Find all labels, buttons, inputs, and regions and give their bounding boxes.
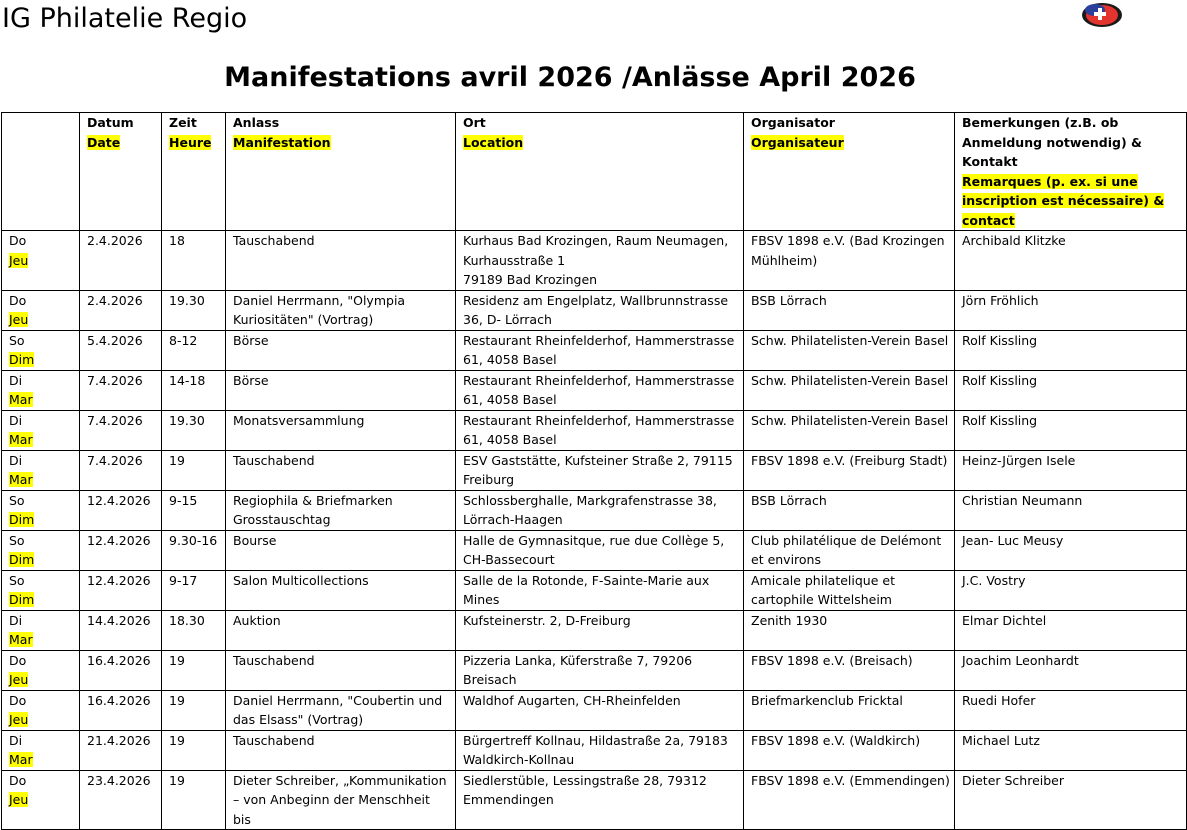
- cell-event: Monatsversammlung: [226, 410, 456, 450]
- cell-day: Do Jeu: [2, 231, 80, 291]
- events-table: [1, 112, 1187, 830]
- cell-time: 19: [162, 650, 226, 690]
- cell-day: So Dim: [2, 570, 80, 610]
- swiss-flag-logo-icon: [1080, 0, 1124, 30]
- cell-date: 12.4.2026: [80, 490, 162, 530]
- cell-date: 21.4.2026: [80, 730, 162, 770]
- cell-event: Regiophila & Briefmarken Grosstauschtag: [226, 490, 456, 530]
- cell-location: Kurhaus Bad Krozingen, Raum Neumagen, Kurhausstraße 1 79189 Bad Krozingen: [456, 231, 744, 291]
- cell-location: Halle de Gymnasitque, rue due Collège 5, CH-Bassecourt: [456, 530, 744, 570]
- cell-time: 18.30: [162, 610, 226, 650]
- cell-contact: Michael Lutz: [955, 730, 1187, 770]
- cell-date: 16.4.2026: [80, 690, 162, 730]
- column-header-remarks: Bemerkungen (z.B. ob Anmeldung notwendig) & Kontakt Remarques (p. ex. si une inscription est nécessaire) & contact: [955, 113, 1187, 231]
- table-row: [2, 330, 1187, 370]
- cell-organizer: BSB Lörrach: [744, 290, 955, 330]
- cell-organizer: Schw. Philatelisten-Verein Basel: [744, 330, 955, 370]
- cell-location: Bürgertreff Kollnau, Hildastraße 2a, 79183 Waldkirch-Kollnau: [456, 730, 744, 770]
- table-row: [2, 490, 1187, 530]
- cell-organizer: FBSV 1898 e.V. (Emmendingen): [744, 770, 955, 830]
- cell-contact: Jörn Fröhlich: [955, 290, 1187, 330]
- cell-contact: Rolf Kissling: [955, 410, 1187, 450]
- cell-time: 19: [162, 770, 226, 830]
- cell-contact: Heinz-Jürgen Isele: [955, 450, 1187, 490]
- table-row: [2, 730, 1187, 770]
- cell-location: Schlossberghalle, Markgrafenstrasse 38, Lörrach-Haagen: [456, 490, 744, 530]
- column-header-organizer: Organisator Organisateur: [744, 113, 955, 231]
- cell-day: So Dim: [2, 530, 80, 570]
- cell-event: Tauschabend: [226, 730, 456, 770]
- cell-contact: Christian Neumann: [955, 490, 1187, 530]
- cell-location: Restaurant Rheinfelderhof, Hammerstrasse 61, 4058 Basel: [456, 370, 744, 410]
- cell-location: Restaurant Rheinfelderhof, Hammerstrasse 61, 4058 Basel: [456, 410, 744, 450]
- table-row: [2, 650, 1187, 690]
- cell-day: Do Jeu: [2, 290, 80, 330]
- cell-event: Auktion: [226, 610, 456, 650]
- table-row: [2, 370, 1187, 410]
- cell-organizer: FBSV 1898 e.V. (Waldkirch): [744, 730, 955, 770]
- cell-event: Tauschabend: [226, 450, 456, 490]
- cell-event: Salon Multicollections: [226, 570, 456, 610]
- cell-time: 9-17: [162, 570, 226, 610]
- cell-date: 7.4.2026: [80, 370, 162, 410]
- table-row: [2, 231, 1187, 291]
- cell-event: Börse: [226, 330, 456, 370]
- cell-time: 8-12: [162, 330, 226, 370]
- org-name: IG Philatelie Regio: [2, 3, 248, 34]
- table-row: [2, 290, 1187, 330]
- cell-time: 18: [162, 231, 226, 291]
- table-row: [2, 530, 1187, 570]
- cell-day: Di Mar: [2, 410, 80, 450]
- cell-contact: J.C. Vostry: [955, 570, 1187, 610]
- cell-time: 19.30: [162, 290, 226, 330]
- cell-contact: Dieter Schreiber: [955, 770, 1187, 830]
- cell-date: 16.4.2026: [80, 650, 162, 690]
- cell-date: 5.4.2026: [80, 330, 162, 370]
- cell-contact: Elmar Dichtel: [955, 610, 1187, 650]
- cell-day: Do Jeu: [2, 690, 80, 730]
- cell-date: 7.4.2026: [80, 410, 162, 450]
- cell-event: Daniel Herrmann, "Olympia Kuriositäten" (Vortrag): [226, 290, 456, 330]
- cell-contact: Ruedi Hofer: [955, 690, 1187, 730]
- cell-day: So Dim: [2, 490, 80, 530]
- cell-location: Waldhof Augarten, CH-Rheinfelden: [456, 690, 744, 730]
- table-row: [2, 770, 1187, 830]
- page-title: Manifestations avril 2026 /Anlässe April 2026: [224, 62, 916, 93]
- cell-day: Do Jeu: [2, 650, 80, 690]
- cell-time: 19: [162, 730, 226, 770]
- cell-day: Di Mar: [2, 450, 80, 490]
- cell-event: Bourse: [226, 530, 456, 570]
- cell-location: Siedlerstüble, Lessingstraße 28, 79312 Emmendingen: [456, 770, 744, 830]
- cell-event: Börse: [226, 370, 456, 410]
- cell-time: 19: [162, 450, 226, 490]
- cell-organizer: Briefmarkenclub Fricktal: [744, 690, 955, 730]
- table-row: [2, 690, 1187, 730]
- cell-organizer: FBSV 1898 e.V. (Bad Krozingen Mühlheim): [744, 231, 955, 291]
- cell-location: Residenz am Engelplatz, Wallbrunnstrasse 36, D- Lörrach: [456, 290, 744, 330]
- cell-date: 2.4.2026: [80, 290, 162, 330]
- column-header-event: Anlass Manifestation: [226, 113, 456, 231]
- cell-date: 23.4.2026: [80, 770, 162, 830]
- cell-date: 14.4.2026: [80, 610, 162, 650]
- cell-contact: Archibald Klitzke: [955, 231, 1187, 291]
- cell-location: Pizzeria Lanka, Küferstraße 7, 79206 Breisach: [456, 650, 744, 690]
- column-header-time: Zeit Heure: [162, 113, 226, 231]
- cell-time: 9-15: [162, 490, 226, 530]
- cell-organizer: BSB Lörrach: [744, 490, 955, 530]
- cell-location: Restaurant Rheinfelderhof, Hammerstrasse 61, 4058 Basel: [456, 330, 744, 370]
- cell-location: Salle de la Rotonde, F-Sainte-Marie aux Mines: [456, 570, 744, 610]
- cell-time: 14-18: [162, 370, 226, 410]
- cell-organizer: Club philatélique de Delémont et environs: [744, 530, 955, 570]
- cell-organizer: Zenith 1930: [744, 610, 955, 650]
- column-header-day: [2, 113, 80, 231]
- cell-contact: Joachim Leonhardt: [955, 650, 1187, 690]
- cell-day: Do Jeu: [2, 770, 80, 830]
- cell-event: Daniel Herrmann, "Coubertin und das Elsass" (Vortrag): [226, 690, 456, 730]
- cell-date: 7.4.2026: [80, 450, 162, 490]
- cell-contact: Rolf Kissling: [955, 330, 1187, 370]
- table-row: [2, 410, 1187, 450]
- cell-time: 19.30: [162, 410, 226, 450]
- cell-organizer: Schw. Philatelisten-Verein Basel: [744, 410, 955, 450]
- table-row: [2, 450, 1187, 490]
- table-row: [2, 610, 1187, 650]
- cell-date: 12.4.2026: [80, 570, 162, 610]
- cell-day: So Dim: [2, 330, 80, 370]
- column-header-date: Datum Date: [80, 113, 162, 231]
- cell-organizer: Amicale philatelique et cartophile Wittelsheim: [744, 570, 955, 610]
- cell-day: Di Mar: [2, 370, 80, 410]
- cell-organizer: Schw. Philatelisten-Verein Basel: [744, 370, 955, 410]
- table-row: [2, 570, 1187, 610]
- cell-event: Dieter Schreiber, „Kommunikation – von Anbeginn der Menschheit bis: [226, 770, 456, 830]
- cell-date: 12.4.2026: [80, 530, 162, 570]
- cell-organizer: FBSV 1898 e.V. (Freiburg Stadt): [744, 450, 955, 490]
- cell-date: 2.4.2026: [80, 231, 162, 291]
- cell-location: Kufsteinerstr. 2, D-Freiburg: [456, 610, 744, 650]
- cell-contact: Rolf Kissling: [955, 370, 1187, 410]
- column-header-location: Ort Location: [456, 113, 744, 231]
- cell-event: Tauschabend: [226, 650, 456, 690]
- cell-time: 19: [162, 690, 226, 730]
- table-header-row: [2, 113, 1187, 231]
- cell-day: Di Mar: [2, 730, 80, 770]
- cell-event: Tauschabend: [226, 231, 456, 291]
- cell-contact: Jean- Luc Meusy: [955, 530, 1187, 570]
- cell-day: Di Mar: [2, 610, 80, 650]
- cell-time: 9.30-16: [162, 530, 226, 570]
- cell-organizer: FBSV 1898 e.V. (Breisach): [744, 650, 955, 690]
- cell-location: ESV Gaststätte, Kufsteiner Straße 2, 79115 Freiburg: [456, 450, 744, 490]
